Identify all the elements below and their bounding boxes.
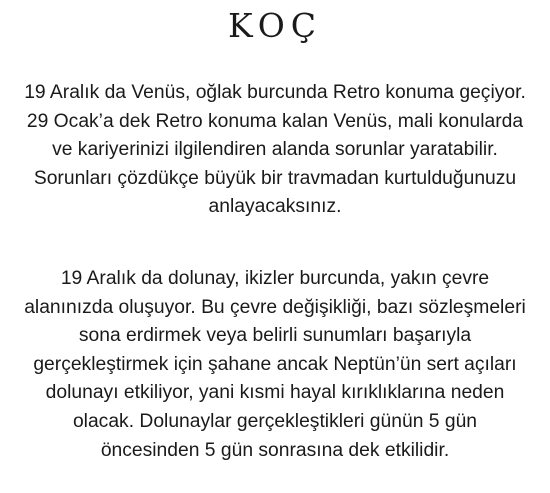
paragraph-line: ve kariyerinizi ilgilendiren alanda sorunlar yaratabilir. — [52, 139, 498, 161]
paragraph-line: olacak. Dolunaylar gerçekleştikleri günün 5 gün — [72, 410, 478, 432]
paragraph-line: öncesinden 5 gün sonrasına dek etkilidir. — [100, 439, 450, 461]
page-title: KOÇ — [227, 6, 323, 45]
paragraph-line: anlayacaksınız. — [208, 196, 342, 218]
paragraph-line: dolunayı etkiliyor, yani kısmi hayal kırıklıklarına neden — [45, 382, 505, 404]
paragraph-venus-retro — [0, 79, 550, 222]
paragraph-line: gerçekleştirmek için şahane ancak Neptün’ün sert açıları — [33, 353, 517, 375]
paragraph-line: sona erdirmek veya belirli sunumları başarıyla — [78, 325, 472, 347]
paragraph-full-moon — [0, 265, 550, 465]
paragraph-line: 19 Aralık da Venüs, oğlak burcunda Retro konuma geçiyor. — [24, 82, 526, 103]
paragraph-line: Sorunları çözdükçe büyük bir travmadan kurtulduğunuzu — [33, 167, 517, 189]
paragraph-line: alanınızda oluşuyor. Bu çevre değişikliği, bazı sözleşmeleri — [24, 296, 526, 318]
paragraph-line: 29 Ocak’a dek Retro konuma kalan Venüs, mali konularda — [26, 110, 524, 132]
paragraph-line: 19 Aralık da dolunay, ikizler burcunda, yakın çevre — [60, 268, 490, 289]
